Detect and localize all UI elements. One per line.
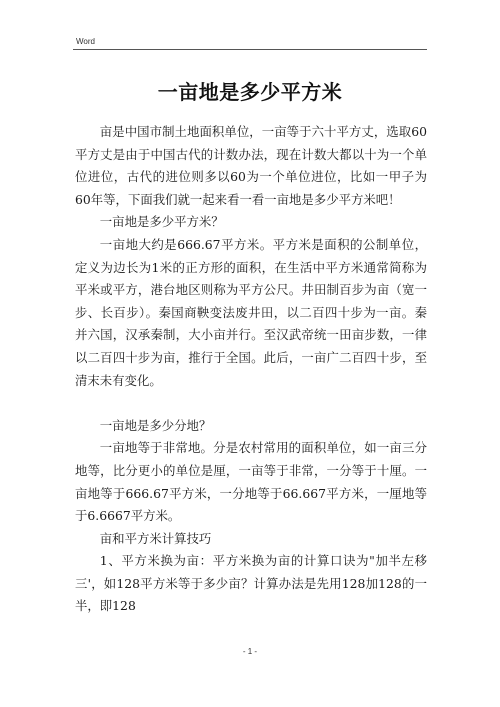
page-number: - 1 - <box>242 647 258 656</box>
document-title: 一亩地是多少平方米 <box>157 80 343 104</box>
document-body <box>75 121 427 618</box>
header-divider <box>73 49 427 50</box>
paragraph-tip-1: 1、平方米换为亩：平方米换为亩的计算口诀为"加半左移三'，如128平方米等于多少亩？计算办法是先用128加128的一半，即128 <box>75 553 427 614</box>
paragraph-heading-sqm: 一亩地是多少平方米？ <box>99 214 224 230</box>
paragraph-heading-tips: 亩和平方米计算技巧 <box>99 530 212 546</box>
paragraph-fen-answer: 一亩地等于非常地。分是农村常用的面积单位，如一亩三分地等，比分更小的单位是厘，一亩等于非常，一分等于十厘。一亩地等于666.67平方米，一分地等于66.667平方米，一厘地等于6.6667平方米。 <box>75 440 427 524</box>
header-label: Word <box>76 37 95 46</box>
paragraph-intro: 亩是中国市制土地面积单位，一亩等于六十平方丈，选取60平方丈是由于中国古代的计数办法，现在计数大都以十为一个单位进位，古代的进位则多以60为一个单位进位，比如一甲子为60年等，下面我们就一起来看一看一亩地是多少平方米吧！ <box>75 124 427 207</box>
paragraph-heading-fen: 一亩地是多少分地？ <box>99 417 212 433</box>
paragraph-sqm-answer: 一亩地大约是666.67平方米。平方米是面积的公制单位，定义为边长为1米的正方形的面积，在生活中平方米通常简称为平米或平方，港台地区则称为平方公尺。井田制百步为亩（宽一步、长百步）。秦国商鞅变法废井田，以二百四十步为一亩。秦并六国，汉承秦制，大小亩并行。至汉武帝统一田亩步数，一律以二百四十步为亩，推行于全国。此后，一亩广二百四十步，至清末未有变化。 <box>75 236 427 388</box>
